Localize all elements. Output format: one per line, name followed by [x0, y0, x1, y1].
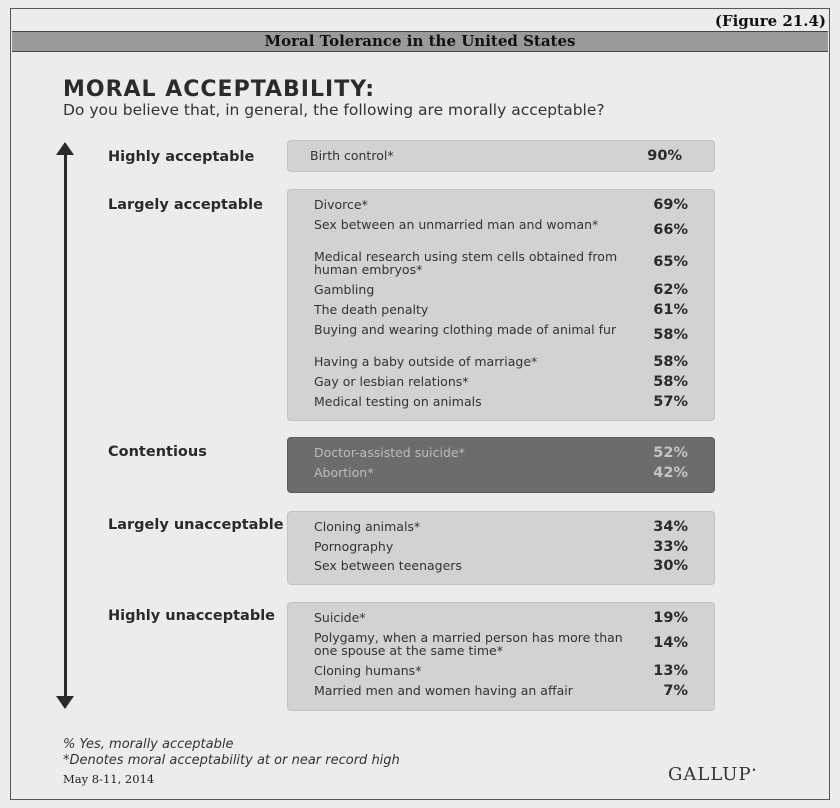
category-label: Highly acceptable	[108, 149, 255, 165]
item-percent: 42%	[653, 465, 688, 481]
group-box	[288, 603, 714, 710]
figure-label: (Figure 21.4)	[714, 12, 826, 30]
item-label: Married men and women having an affair	[314, 683, 573, 698]
item-percent: 69%	[653, 197, 688, 213]
group-box	[288, 141, 714, 171]
item-label: Doctor-assisted suicide*	[314, 445, 465, 460]
item-percent: 58%	[653, 327, 688, 343]
item-percent: 62%	[653, 282, 688, 298]
item-percent: 52%	[653, 445, 688, 461]
item-label: Cloning humans*	[314, 663, 422, 678]
item-label: Buying and wearing clothing made of animal fur	[314, 322, 617, 337]
group-box	[288, 190, 714, 420]
item-label: Cloning animals*	[314, 519, 421, 534]
item-label: Polygamy, when a married person has more than one spouse at the same time*	[314, 630, 623, 658]
item-label: Sex between an unmarried man and woman*	[314, 217, 599, 232]
category-label: Contentious	[108, 444, 207, 460]
item-label: Pornography	[314, 539, 394, 554]
item-label: Divorce*	[314, 197, 368, 212]
chart-subheading: Do you believe that, in general, the following are morally acceptable?	[63, 101, 605, 119]
item-percent: 65%	[653, 254, 688, 270]
category-label: Largely acceptable	[108, 197, 263, 213]
item-label: Gay or lesbian relations*	[314, 374, 469, 389]
item-percent: 13%	[653, 663, 688, 679]
item-percent: 61%	[653, 302, 688, 318]
acceptability-axis	[64, 150, 67, 700]
item-percent: 14%	[653, 635, 688, 651]
item-percent: 58%	[653, 374, 688, 390]
survey-date: May 8-11, 2014	[63, 772, 155, 786]
category-label: Highly unacceptable	[108, 608, 276, 624]
gallup-logo: GALLUP•	[668, 764, 758, 785]
item-percent: 33%	[653, 539, 688, 555]
logo-text: GALLUP	[668, 764, 752, 785]
item-label: Birth control*	[310, 148, 394, 163]
item-percent: 7%	[663, 683, 688, 699]
item-percent: 30%	[653, 558, 688, 574]
group-box	[288, 438, 714, 492]
category-label: Largely unacceptable	[108, 517, 284, 533]
item-label: Abortion*	[314, 465, 374, 480]
item-label: Sex between teenagers	[314, 558, 462, 573]
item-label: Medical testing on animals	[314, 394, 482, 409]
group-box	[288, 512, 714, 584]
item-label: Medical research using stem cells obtained from human embryos*	[314, 249, 618, 277]
item-percent: 66%	[653, 222, 688, 238]
figure-title: Moral Tolerance in the United States	[12, 31, 828, 52]
footnote-yes: % Yes, morally acceptable	[63, 737, 234, 752]
item-label: The death penalty	[314, 302, 429, 317]
item-percent: 34%	[653, 519, 688, 535]
item-percent: 57%	[653, 394, 688, 410]
footnote-record-high: *Denotes moral acceptability at or near record high	[63, 753, 400, 768]
chart-heading: MORAL ACCEPTABILITY:	[63, 77, 376, 102]
item-percent: 90%	[647, 148, 682, 164]
arrow-down-icon	[56, 696, 74, 709]
item-percent: 58%	[653, 354, 688, 370]
arrow-up-icon	[56, 142, 74, 155]
item-label: Gambling	[314, 282, 375, 297]
item-percent: 19%	[653, 610, 688, 626]
item-label: Suicide*	[314, 610, 366, 625]
item-label: Having a baby outside of marriage*	[314, 354, 538, 369]
